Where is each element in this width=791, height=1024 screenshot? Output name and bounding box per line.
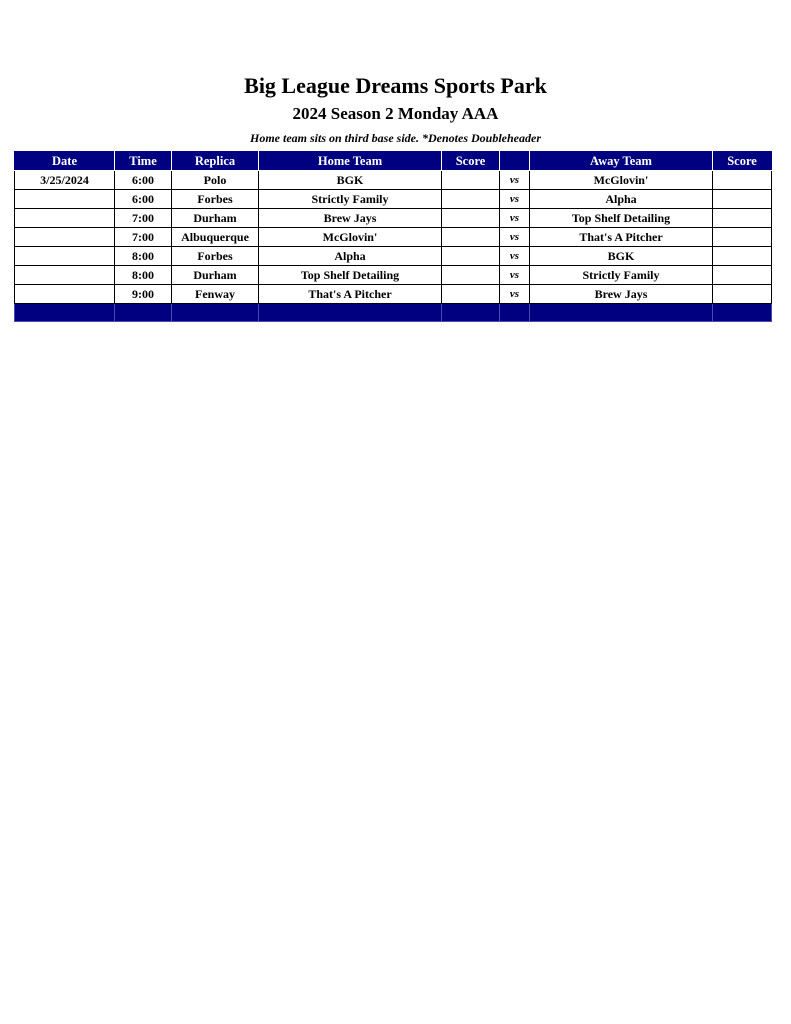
table-row (15, 228, 772, 247)
cell-home-score (442, 228, 500, 247)
cell-date: 3/25/2024 (15, 171, 115, 190)
column-header-date: Date (15, 152, 115, 171)
cell-away-team: Alpha (530, 190, 713, 209)
cell-time: 7:00 (115, 228, 172, 247)
cell-time: 7:00 (115, 209, 172, 228)
table-row (15, 190, 772, 209)
table-row (15, 171, 772, 190)
cell-home-team: Brew Jays (259, 209, 442, 228)
cell-home-team: BGK (259, 171, 442, 190)
column-header-replica: Replica (172, 152, 259, 171)
cell-away-team: McGlovin' (530, 171, 713, 190)
cell-time: 6:00 (115, 190, 172, 209)
footer-cell (530, 304, 713, 322)
footer-cell (115, 304, 172, 322)
footer-cell (442, 304, 500, 322)
cell-date (15, 247, 115, 266)
schedule-table (14, 151, 772, 322)
cell-replica: Forbes (172, 190, 259, 209)
schedule-note: Home team sits on third base side. *Denotes Doubleheader (250, 131, 541, 145)
cell-away-score (713, 190, 772, 209)
cell-date (15, 190, 115, 209)
cell-replica: Durham (172, 266, 259, 285)
cell-away-team: That's A Pitcher (530, 228, 713, 247)
cell-vs: vs (500, 285, 530, 304)
cell-replica: Fenway (172, 285, 259, 304)
cell-vs: vs (500, 266, 530, 285)
table-row (15, 285, 772, 304)
table-row (15, 266, 772, 285)
footer-cell (500, 304, 530, 322)
cell-vs: vs (500, 247, 530, 266)
cell-away-team: Brew Jays (530, 285, 713, 304)
column-header-vs (500, 152, 530, 171)
cell-home-score (442, 171, 500, 190)
cell-home-score (442, 285, 500, 304)
cell-away-team: Top Shelf Detailing (530, 209, 713, 228)
cell-away-score (713, 209, 772, 228)
footer-cell (259, 304, 442, 322)
column-header-away-score: Score (713, 152, 772, 171)
page-subtitle: 2024 Season 2 Monday AAA (292, 104, 499, 123)
cell-time: 8:00 (115, 266, 172, 285)
cell-away-score (713, 285, 772, 304)
cell-away-team: Strictly Family (530, 266, 713, 285)
footer-cell (172, 304, 259, 322)
column-header-away-team: Away Team (530, 152, 713, 171)
cell-replica: Albuquerque (172, 228, 259, 247)
cell-time: 6:00 (115, 171, 172, 190)
header-row (15, 152, 772, 171)
cell-replica: Durham (172, 209, 259, 228)
table-row (15, 209, 772, 228)
page-title: Big League Dreams Sports Park (244, 73, 547, 98)
cell-vs: vs (500, 190, 530, 209)
cell-home-score (442, 209, 500, 228)
cell-vs: vs (500, 209, 530, 228)
cell-away-score (713, 266, 772, 285)
footer-cell (713, 304, 772, 322)
cell-date (15, 209, 115, 228)
column-header-home-team: Home Team (259, 152, 442, 171)
cell-away-team: BGK (530, 247, 713, 266)
cell-away-score (713, 228, 772, 247)
cell-home-team: McGlovin' (259, 228, 442, 247)
cell-vs: vs (500, 228, 530, 247)
cell-away-score (713, 247, 772, 266)
cell-home-team: That's A Pitcher (259, 285, 442, 304)
cell-home-score (442, 266, 500, 285)
cell-home-team: Strictly Family (259, 190, 442, 209)
column-header-time: Time (115, 152, 172, 171)
cell-date (15, 285, 115, 304)
cell-time: 8:00 (115, 247, 172, 266)
cell-date (15, 228, 115, 247)
cell-home-score (442, 190, 500, 209)
table-footer-row (15, 304, 772, 322)
column-header-home-score: Score (442, 152, 500, 171)
cell-replica: Polo (172, 171, 259, 190)
cell-home-team: Top Shelf Detailing (259, 266, 442, 285)
cell-vs: vs (500, 171, 530, 190)
cell-time: 9:00 (115, 285, 172, 304)
table-row (15, 247, 772, 266)
cell-home-score (442, 247, 500, 266)
cell-away-score (713, 171, 772, 190)
cell-date (15, 266, 115, 285)
footer-cell (15, 304, 115, 322)
cell-home-team: Alpha (259, 247, 442, 266)
cell-replica: Forbes (172, 247, 259, 266)
